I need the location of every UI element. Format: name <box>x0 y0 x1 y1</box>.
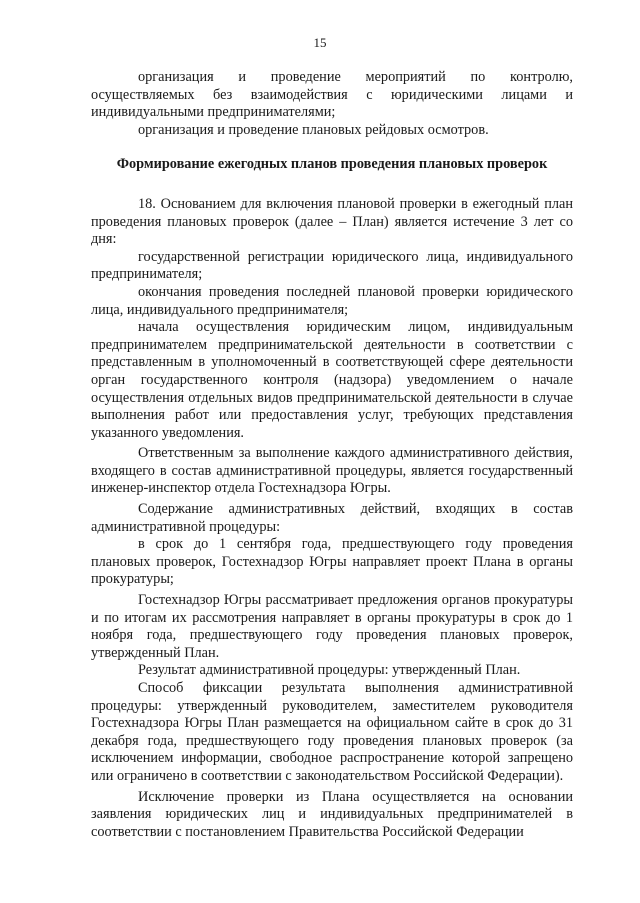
page-number: 15 <box>313 35 327 50</box>
paragraph: Ответственным за выполнение каждого административного действия, входящего в состав административной процедуры, является государственный инженер-инспектор отдела Гостехнадзора Югры. <box>91 445 573 497</box>
paragraph: окончания проведения последней плановой проверки юридического лица, индивидуального предпринимателя; <box>91 283 573 318</box>
paragraph: в срок до 1 сентября года, предшествующего году проведения плановых проверок, Гостехнадзор Югры направляет проект Плана в органы прокуратуры; <box>91 536 573 588</box>
paragraph: Гостехнадзор Югры рассматривает предложения органов прокуратуры и по итогам их рассмотрения направляет в органы прокуратуры в срок до 1 ноября года, предшествующего году проведения плановых проверок, утвержденный План. <box>91 592 573 661</box>
paragraph: государственной регистрации юридического лица, индивидуального предпринимателя; <box>91 248 573 283</box>
paragraph: организация и проведение плановых рейдовых осмотров. <box>138 121 489 138</box>
section-heading: Формирование ежегодных планов проведения плановых проверок <box>116 156 548 173</box>
paragraph: Результат административной процедуры: утвержденный План. <box>138 662 521 679</box>
paragraph: Исключение проверки из Плана осуществляется на основании заявления юридических лиц и индивидуальных предпринимателей в соответствии с постановлением Правительства Российской Федерации <box>91 788 573 840</box>
document-body <box>91 69 573 841</box>
paragraph: организация и проведение мероприятий по контролю, осуществляемых без взаимодействия с юридическими лицами и индивидуальными предпринимателями; <box>91 69 573 121</box>
paragraph: начала осуществления юридическим лицом, индивидуальным предпринимателем предпринимательской деятельности в соответствии с представленным в уполномоченный в соответствующей сфере деятельности орган государственного контроля (надзора) уведомлением о начале осуществления отдельных видов предпринимательской деятельности в случае выполнения работ или предоставления услуг, требующих представления указанного уведомления. <box>91 319 573 441</box>
paragraph: Содержание административных действий, входящих в состав административной процедуры: <box>91 501 573 535</box>
paragraph: 18. Основанием для включения плановой проверки в ежегодный план проведения плановых проверок (далее – План) является истечение 3 лет со дня: <box>91 195 573 248</box>
paragraph: Способ фиксации результата выполнения административной процедуры: утвержденный руководителем, заместителем руководителя Гостехнадзора Югры План размещается на официальном сайте в срок до 31 декабря года, предшествующего году проведения плановых проверок (за исключением информации, свободное распространение которой запрещено или ограничено в соответствии с законодательством Российской Федерации). <box>91 680 573 784</box>
